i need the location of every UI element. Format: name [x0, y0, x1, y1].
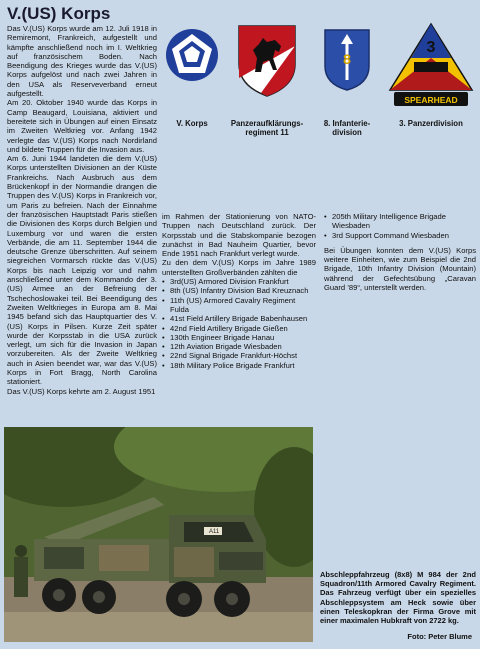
list-item: • 41st Field Artillery Brigade Babenhausen — [162, 314, 316, 323]
patch-number: 3 — [426, 39, 436, 56]
emblem-v-corps — [162, 22, 222, 142]
article-column-3 — [324, 212, 476, 292]
emblem-11-acr — [228, 22, 306, 142]
list-item: • 205th Military Intelligence Brigade Wiesbaden — [324, 212, 476, 231]
vehicle-marking: A11 — [209, 529, 220, 535]
photo-credit: Foto: Peter Blume — [407, 632, 472, 641]
unit-list — [324, 212, 476, 240]
paragraph: Am 6. Juni 1944 landeten die dem V.(US) Korps unterstellten Divisionen an der Küste Frankreichs. Nach Ausbruch aus dem Brückenkopf in der Normandie drangen die Truppen des V.(US) Korps in Frankreich vor, um Paris zu befreien. Nach der Einnahme der französischen Hauptstadt Paris stießen die Divisionen des Korps durch Belgien und Luxemburg vor und waren die ersten Verbände, die am 11. September 1944 die deutsche Grenze überschritten. Auf seinem siegreichen Vormarsch rückte das V.(US) Korps bis nach Leipzig vor und nahm anschließend unter dem Kommando der 3.(US) Armee an der Befreiung der Tschechoslowakei teil. Bei Beendigung des Zweiten Weltkrieges in Europa am 8. Mai 1945 befand sich das Hauptquartier des V.(US) Korps in Pilsen. Kurze Zeit später wurde der Korpsstab in die USA zurück verlegt, um sich für die Invasion in Japan vorzubereiten. Als der Zweite Weltkrieg auch in Asien beendet war, war das V.(US) Korps in Fort Bragg, North Carolina stationiert. — [7, 154, 157, 387]
paragraph: Zu den dem V.(US) Korps im Jahre 1989 unterstellten Großverbänden zählten die — [162, 258, 316, 277]
spearhead-triangle-icon — [388, 22, 474, 112]
emblem-8-inf — [312, 22, 382, 142]
v-corps-pentagon-icon — [165, 28, 219, 82]
emblem-label: V. Korps — [176, 119, 208, 128]
horse-shield-icon — [237, 24, 297, 98]
patch-text: SPEARHEAD — [404, 95, 458, 105]
unit-emblems — [162, 22, 476, 142]
arrow-shield-icon — [323, 28, 371, 92]
list-item: • 12th Aviation Brigade Wiesbaden — [162, 342, 316, 351]
list-item: • 3rd(US) Armored Division Frankfurt — [162, 277, 316, 286]
vehicle-photo — [4, 427, 313, 642]
recovery-vehicle-photo-icon — [4, 427, 313, 642]
paragraph: Am 20. Oktober 1940 wurde das Korps in Camp Beaugard, Louisiana, aktiviert und bereitete sich in Übungen auf einen Einsatz im Zweiten Weltkrieg vor. Anfang 1942 verlegte das V.(US) Korps nach Nordirland und bildete Truppen für die Invasion aus. — [7, 98, 157, 154]
unit-list — [162, 277, 316, 370]
article-column-1 — [7, 24, 157, 396]
article-column-2 — [162, 212, 316, 370]
paragraph: Das V.(US) Korps wurde am 12. Juli 1918 in Remiremont, Frankreich, aufgestellt und kämpfte anschließend noch im I. Weltkrieg auf französischem Boden. Nach Beendigung des Krieges wurde das V.(US) Korps aufgelöst und nach zwei Jahren in den USA als Reserveverband erneut aufgestellt. — [7, 24, 157, 99]
list-item: • 8th (US) Infantry Division Bad Kreuznach — [162, 286, 316, 295]
emblem-label: 3. Panzerdivision — [399, 119, 463, 128]
list-item: • 18th Military Police Brigade Frankfurt — [162, 361, 316, 370]
photo-caption: Abschleppfahrzeug (8x8) M 984 der 2nd Squadron/11th Armored Cavalry Regiment. Das Fahrzeug verfügt über ein spezielles Abschleppsystem am Heck sowie über einen Teleskopkran der Firma Grove mit einer maximalen Hubkraft von 2722 kg. — [320, 570, 476, 626]
list-item: • 11th (US) Armored Cavalry Regiment Fulda — [162, 296, 316, 315]
emblem-3-armored — [386, 22, 476, 142]
list-item: • 130th Engineer Brigade Hanau — [162, 333, 316, 342]
emblem-label: Panzeraufklärungs-regiment 11 — [230, 119, 304, 137]
list-item: • 22nd Signal Brigade Frankfurt-Höchst — [162, 351, 316, 360]
page-title: V.(US) Korps — [7, 4, 111, 23]
list-item: • 3rd Support Command Wiesbaden — [324, 231, 476, 240]
svg-text:8: 8 — [343, 51, 351, 67]
emblem-label: 8. Infanterie-division — [323, 119, 371, 137]
list-item: • 42nd Field Artillery Brigade Gießen — [162, 324, 316, 333]
paragraph: Das V.(US) Korps kehrte am 2. August 1951 — [7, 386, 156, 396]
paragraph: Bei Übungen konnten dem V.(US) Korps weitere Einheiten, wie zum Beispiel die 2nd Brigade, 10th Infantry Division (Mountain) während der Gefechtsübung „Caravan Guard ’89“, unterstellt werden. — [324, 245, 476, 293]
paragraph: im Rahmen der Stationierung von NATO-Truppen nach Deutschland zurück. Der Korpsstab und die Stabskompanie bezogen zunächst in Bad Nauheim Quartier, bevor Ende 1951 nach Frankfurt verlegt wurde. — [162, 212, 316, 259]
